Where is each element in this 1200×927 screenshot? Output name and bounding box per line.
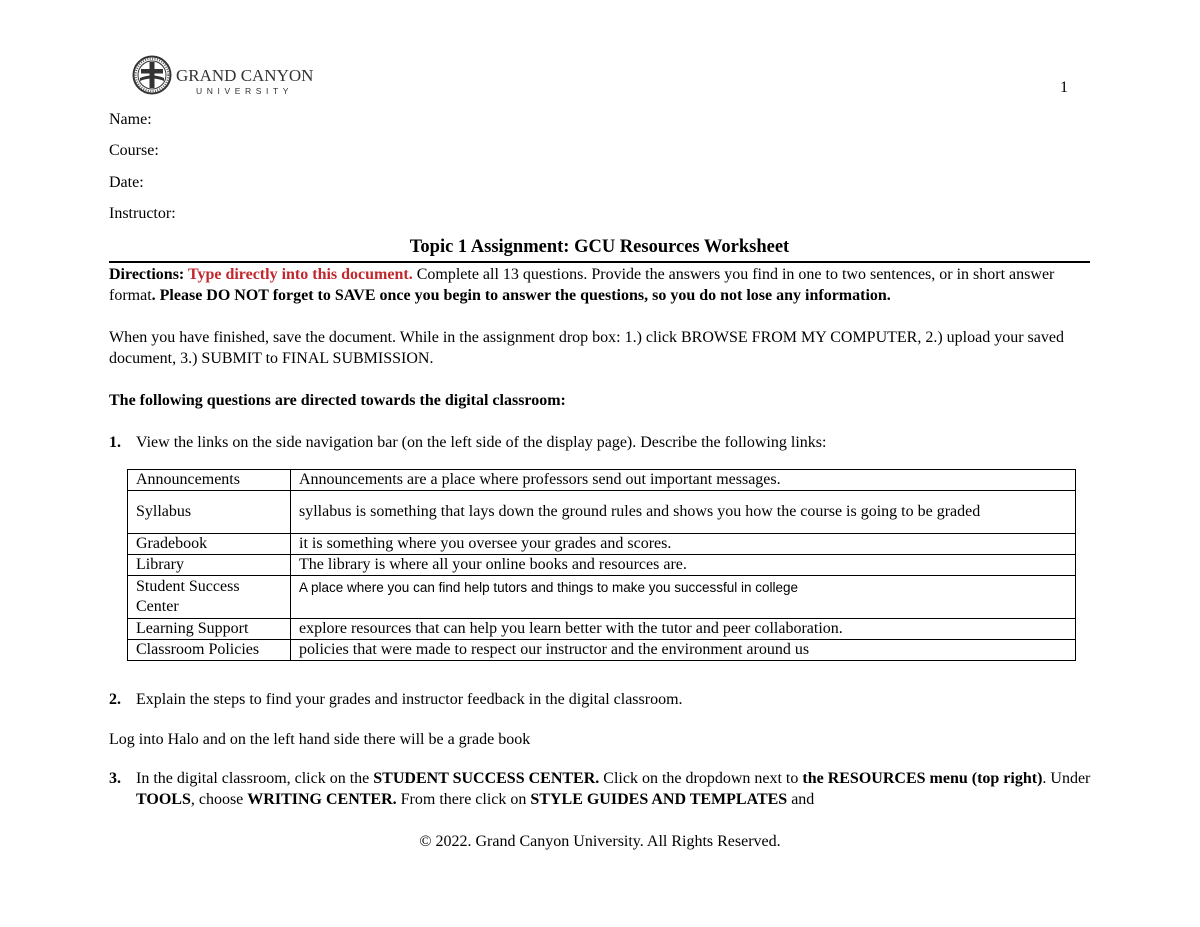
document-title: Topic 1 Assignment: GCU Resources Worksheet: [409, 237, 790, 257]
q3-text: In the digital classroom, click on the: [136, 770, 374, 787]
page-number: 1: [1060, 79, 1068, 96]
table-row: [128, 555, 1076, 576]
question-2-answer[interactable]: Log into Halo and on the left hand side there will be a grade book: [109, 731, 531, 748]
q3-bold: the RESOURCES menu (top right): [802, 770, 1043, 787]
links-table: [127, 469, 1076, 661]
copyright-footer: © 2022. Grand Canyon University. All Rights Reserved.: [419, 833, 781, 850]
link-name: Gradebook: [128, 534, 291, 555]
link-name: Library: [128, 555, 291, 576]
question-2-text: Explain the steps to find your grades and instructor feedback in the digital classroom.: [136, 691, 683, 708]
course-field[interactable]: Course:: [109, 142, 159, 159]
date-field[interactable]: Date:: [109, 174, 144, 191]
link-name: Student Success Center: [128, 576, 291, 619]
q3-text: , choose: [190, 791, 248, 808]
svg-text:GRAND CANYON: GRAND CANYON: [176, 66, 314, 85]
link-name: Learning Support: [128, 619, 291, 640]
link-answer[interactable]: Announcements are a place where professors send out important messages.: [291, 470, 1076, 491]
name-field[interactable]: Name:: [109, 111, 152, 128]
gcu-logo: [132, 54, 322, 98]
question-3-number: 3.: [109, 770, 121, 787]
table-row: [128, 576, 1076, 619]
link-answer[interactable]: explore resources that can help you learn better with the tutor and peer collaboration.: [291, 619, 1076, 640]
directions-paragraph: [109, 264, 1099, 306]
q3-text: From there click on: [396, 791, 531, 808]
q3-bold: STYLE GUIDES AND TEMPLATES: [530, 791, 788, 808]
instructor-field[interactable]: Instructor:: [109, 205, 176, 222]
submission-instructions: When you have finished, save the document. While in the assignment drop box: 1.) click BROWSE FROM MY COMPUTER, 2.) upload your saved document, 3.) SUBMIT to FINAL SUBMISSION.: [109, 329, 1064, 367]
question-1-text: View the links on the side navigation bar (on the left side of the display page). Describe the following links:: [136, 434, 827, 451]
link-answer[interactable]: it is something where you oversee your grades and scores.: [291, 534, 1076, 555]
link-name: Syllabus: [128, 491, 291, 534]
q3-text: and: [787, 791, 815, 808]
table-row: [128, 491, 1076, 534]
table-row: [128, 640, 1076, 661]
section-heading: The following questions are directed towards the digital classroom:: [109, 392, 566, 409]
question-3: [109, 768, 1099, 810]
table-row: [128, 470, 1076, 491]
title-rule: [109, 261, 1090, 263]
svg-text:UNIVERSITY: UNIVERSITY: [196, 86, 294, 96]
directions-label: Directions:: [109, 266, 188, 283]
question-1: [109, 432, 1099, 453]
question-1-number: 1.: [109, 434, 121, 451]
q3-text: Click on the dropdown next to: [599, 770, 803, 787]
directions-red-text: Type directly into this document.: [187, 266, 413, 283]
question-2-number: 2.: [109, 691, 121, 708]
gcu-seal-icon: [132, 54, 322, 98]
directions-bold-text: . Please DO NOT forget to SAVE once you begin to answer the questions, so you do not lose any information.: [151, 287, 891, 304]
q3-text: . Under: [1042, 770, 1091, 787]
q3-bold: WRITING CENTER.: [247, 791, 397, 808]
table-row: [128, 534, 1076, 555]
q3-bold: STUDENT SUCCESS CENTER.: [373, 770, 600, 787]
link-name: Announcements: [128, 470, 291, 491]
link-answer[interactable]: policies that were made to respect our instructor and the environment around us: [291, 640, 1076, 661]
directions-text: Complete all 13 questions. Provide the answers you find in one to two sentences, or in short answer format: [109, 266, 1055, 304]
link-name: Classroom Policies: [128, 640, 291, 661]
q3-bold: TOOLS: [136, 791, 191, 808]
link-answer[interactable]: syllabus is something that lays down the ground rules and shows you how the course is going to be graded: [291, 491, 1076, 534]
link-answer[interactable]: The library is where all your online books and resources are.: [291, 555, 1076, 576]
question-2: [109, 689, 1099, 710]
link-answer[interactable]: A place where you can find help tutors and things to make you successful in college: [291, 576, 1076, 619]
table-row: [128, 619, 1076, 640]
